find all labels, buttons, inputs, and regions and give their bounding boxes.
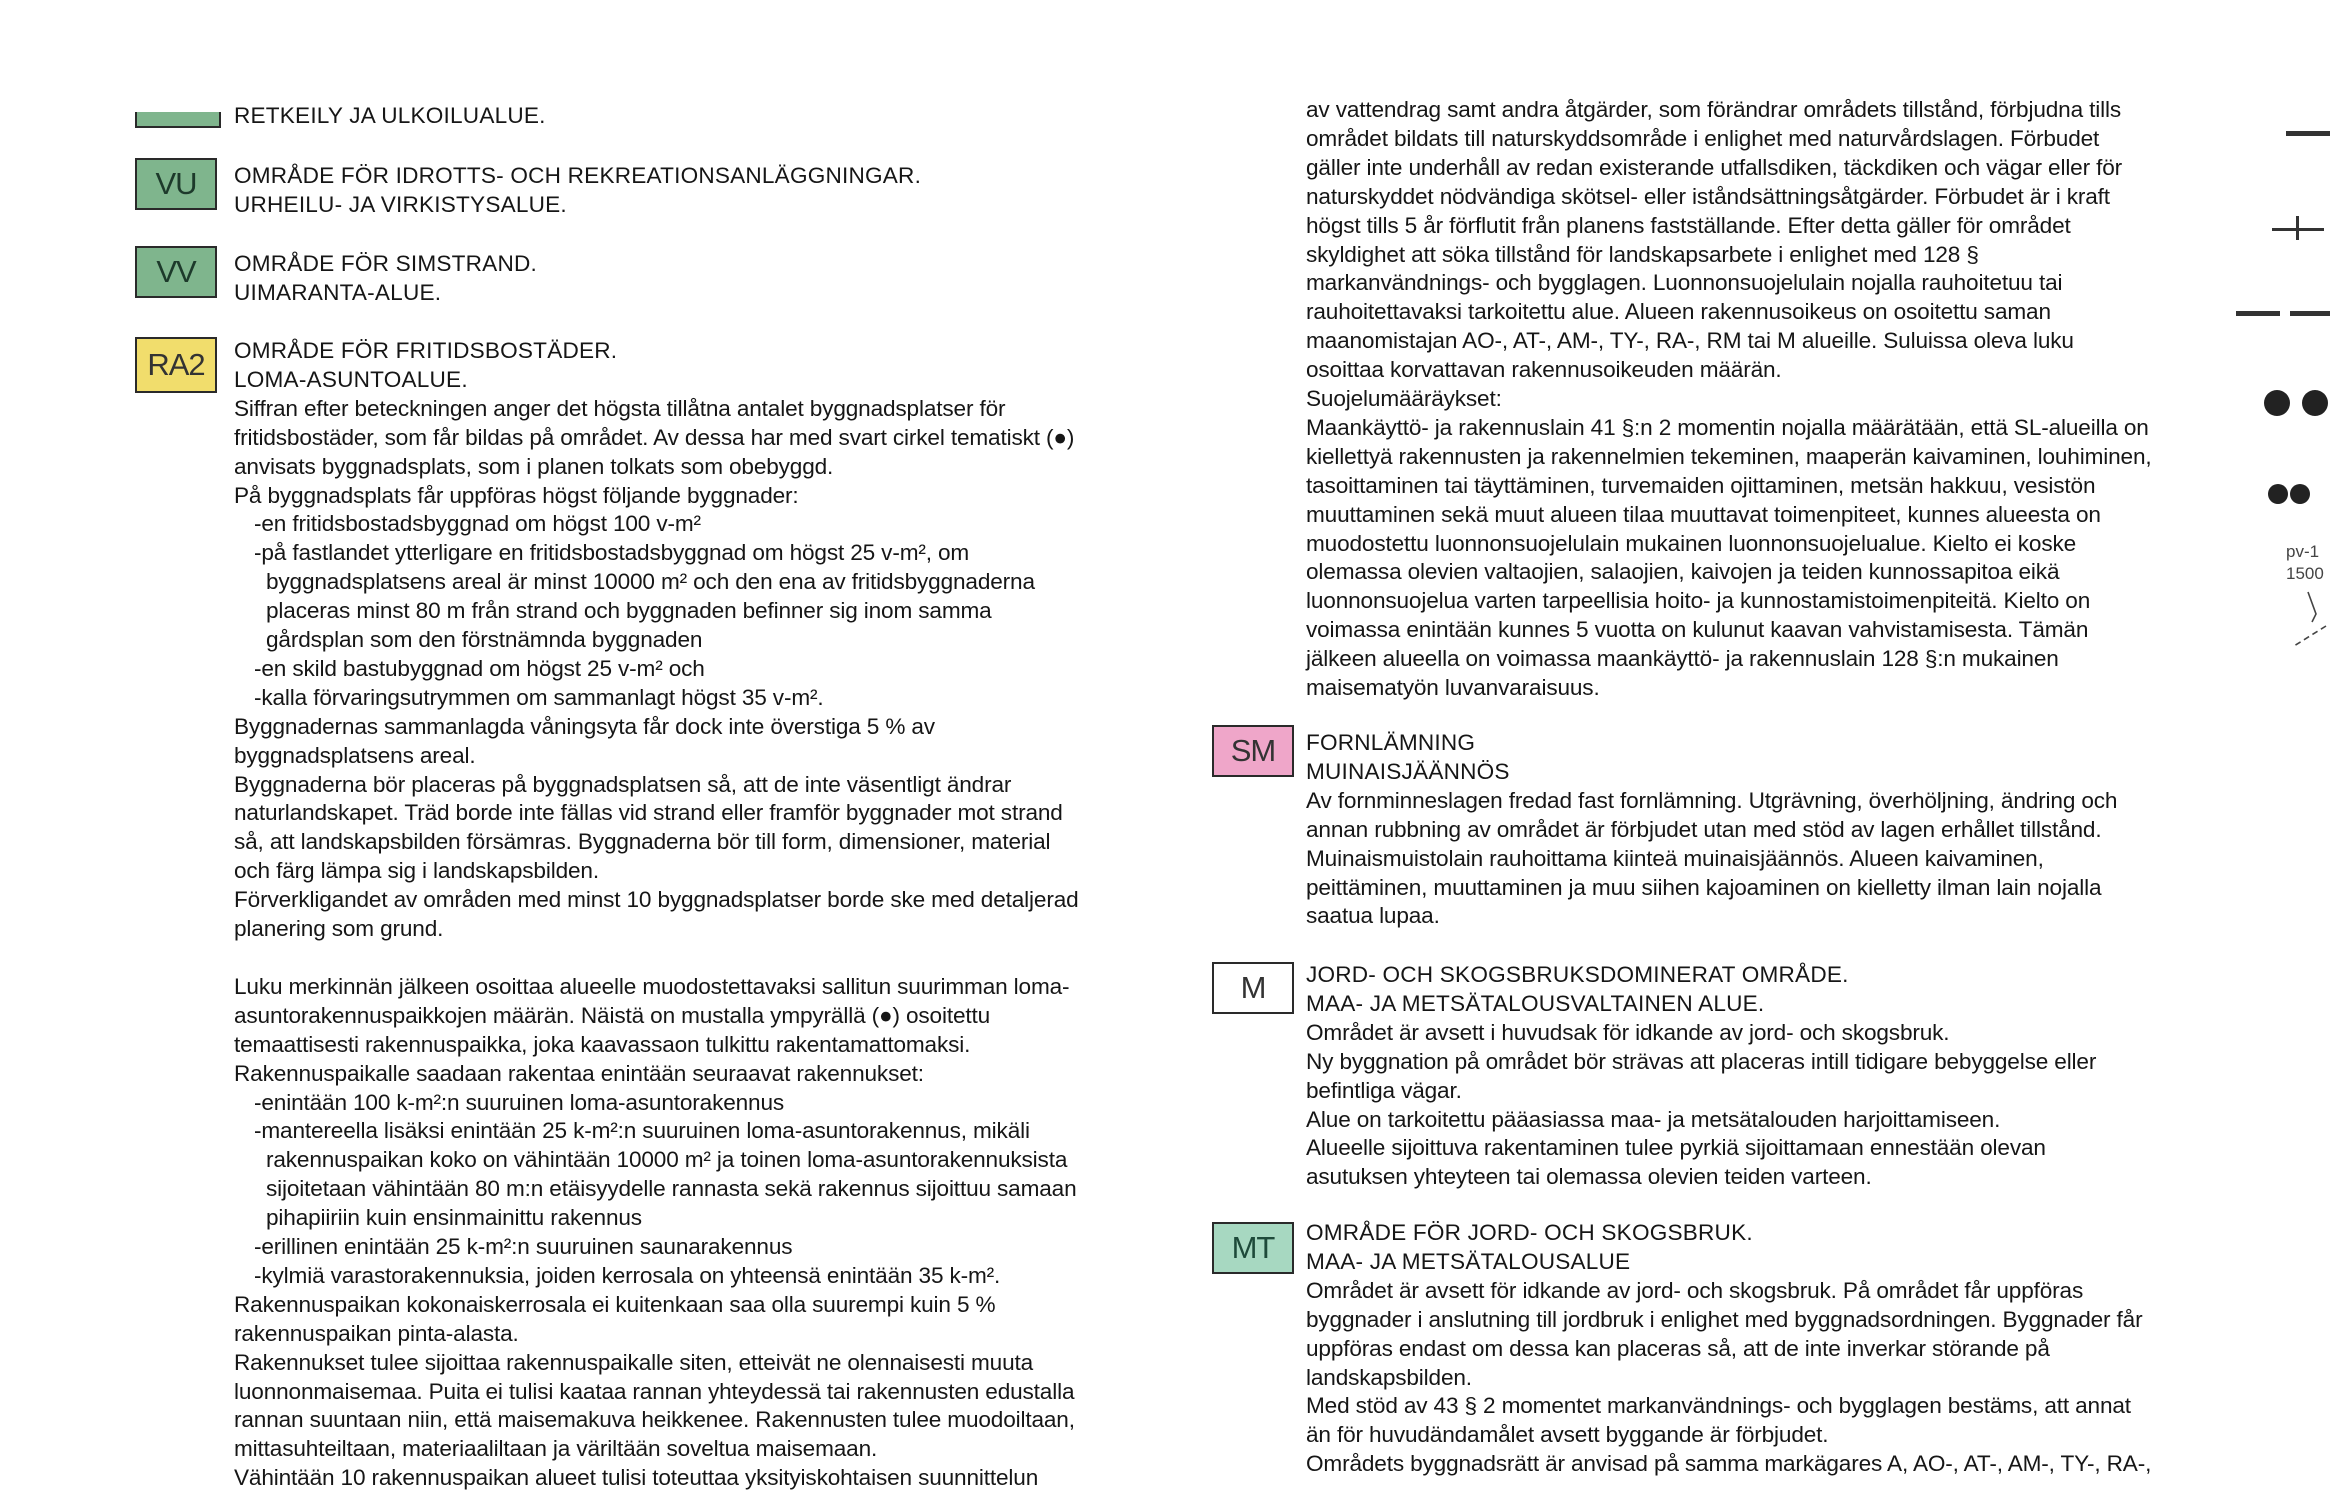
text-line: byggnadsplatsens areal är minst 10000 m² och den ena av fritidsbyggnaderna — [266, 569, 1035, 595]
text-line: fritidsbostäder, som får bildas på området. Av dessa har med svart cirkel tematiskt (●) — [234, 424, 1075, 450]
text-line: naturskyddet nödvändiga skötsel- eller iståndsättningsåtgärder. Förbudet är i kraft — [1306, 183, 2110, 209]
large-dot-symbol — [2264, 390, 2290, 416]
vu-heading-sv: OMRÅDE FÖR IDROTTS- OCH REKREATIONSANLÄGGNINGAR. — [234, 163, 922, 188]
text-line: Områdets byggnadsrätt är anvisad på samma markägares A, AO-, AT-, AM-, TY-, RA-, — [1306, 1451, 2152, 1477]
text-line: markanvändnings- och bygglagen. Luonnonsuojelulain nojalla rauhoitetuu tai — [1306, 270, 2063, 296]
text-line: naturlandskapet. Träd borde inte fällas vid strand eller framför byggnader mot strand — [234, 800, 1063, 826]
text-line: luonnonsuojelua varten tarpeellisia hoito- ja kunnostamistoimenpiteitä. Kielto on — [1306, 588, 2091, 614]
text-line: maisematyön luvanvaraisuus. — [1306, 675, 1600, 700]
text-line: Området är avsett i huvudsak för idkande av jord- och skogsbruk. — [1306, 1019, 1950, 1045]
left-column — [0, 0, 1160, 1507]
sm-badge: SM — [1212, 725, 1294, 777]
text-line: anvisats byggnadsplats, som i planen tolkats som obebyggd. — [234, 453, 834, 479]
text-line: -kalla förvaringsutrymmen om sammanlagt högst 35 v-m². — [254, 684, 824, 710]
text-line: byggnader i anslutning till jordbruk i enlighet med byggnadsordningen. Byggnader får — [1306, 1306, 2143, 1332]
text-line: rakennuspaikan koko on vähintään 10000 m² ja toinen loma-asuntorakennuksista — [266, 1147, 1068, 1173]
text-line: än för huvudändamålet avsett byggande är förbjudet. — [1306, 1422, 1829, 1448]
text-line: Vähintään 10 rakennuspaikan alueet tulisi toteuttaa yksityiskohtaisen suunnittelun — [234, 1465, 1039, 1491]
text-line: rakennuspaikan pinta-alasta. — [234, 1320, 519, 1346]
text-line: Ny byggnation på området bör strävas att placeras intill tidigare bebyggelse eller — [1306, 1048, 2097, 1074]
text-line: maanomistajan AO-, AT-, AM-, TY-, RA-, RM tai M alueille. Suluissa oleva luku — [1306, 328, 2074, 354]
text-line: gäller inte underhåll av redan existerande utfallsdiken, täckdiken och vägar eller för — [1306, 154, 2123, 180]
text-line: luonnonmaisemaa. Puita ei tulisi kaataa rannan yhteydessä tai rakennusten edustalla — [234, 1378, 1075, 1404]
text-line: MAA- JA METSÄTALOUSALUE — [1306, 1248, 1631, 1274]
text-line: Alueelle sijoittuva rakentaminen tulee pyrkiä sijoittamaan ennestään olevan — [1306, 1135, 2046, 1161]
text-line: Siffran efter beteckningen anger det högsta tillåtna antalet byggnadsplatser för — [234, 395, 1006, 421]
retkeily-color-strip — [135, 112, 221, 128]
text-line: så, att landskapsbilden försämras. Byggnaderna bör till form, dimensioner, material — [234, 829, 1051, 855]
text-line: temaattisesti rakennuspaikka, joka kaavassaon tulkittu rakentamattomaksi. — [234, 1031, 971, 1057]
vu-heading-fi: URHEILU- JA VIRKISTYSALUE. — [234, 192, 567, 217]
text-line: asuntorakennuspaikkojen määrän. Näistä on mustalla ympyrällä (●) osoitettu — [234, 1002, 991, 1028]
text-line: LOMA-ASUNTOALUE. — [234, 366, 468, 392]
dash-line-symbol — [2236, 311, 2280, 316]
vv-heading-sv: OMRÅDE FÖR SIMSTRAND. — [234, 251, 537, 276]
text-line: av vattendrag samt andra åtgärder, som förändrar områdets tillstånd, förbjudna tills — [1306, 97, 2122, 122]
text-line: befintliga vägar. — [1306, 1077, 1462, 1103]
text-line: Med stöd av 43 § 2 momentet markanvändnings- och bygglagen bestäms, att annat — [1306, 1393, 2131, 1419]
text-line: osoittaa korvattavan rakennusoikeuden määrän. — [1306, 357, 1782, 383]
text-line: muodostettu luonnonsuojelulain mukainen luonnonsuojelualue. Kielto ei koske — [1306, 530, 2077, 556]
text-line: rannan suuntaan niin, että maisemakuva heikkenee. Rakennusten tulee muodoiltaan, — [234, 1407, 1075, 1433]
retkeily-heading: RETKEILY JA ULKOILUALUE. — [234, 103, 546, 128]
text-line: jälkeen alueella on voimassa maankäyttö- ja rakennuslain 128 §:n mukainen — [1306, 646, 2059, 672]
text-line: FORNLÄMNING — [1306, 730, 1476, 755]
pv-value: 1500 — [2286, 564, 2324, 583]
text-line: planering som grund. — [234, 916, 444, 941]
text-line: kiellettyä rakennusten ja rakennelmien tekeminen, maaperän kaivaminen, louhiminen, — [1306, 443, 2152, 469]
text-line: skyldighet att söka tillstånd för landskapsarbete i enlighet med 128 § — [1306, 241, 1979, 267]
text-line: Byggnadernas sammanlagda våningsyta får dock inte överstiga 5 % av — [234, 713, 935, 739]
text-line: På byggnadsplats får uppföras högst följande byggnader: — [234, 482, 799, 508]
small-dot-symbol — [2290, 484, 2310, 504]
text-line: -en skild bastubyggnad om högst 25 v-m² och — [254, 655, 705, 681]
text-line: -en fritidsbostadsbyggnad om högst 100 v-m² — [254, 511, 701, 537]
text-line: placeras minst 80 m från strand och byggnaden befinner sig inom samma — [266, 598, 992, 624]
text-line: mittasuhteiltaan, materiaaliltaan ja väriltään soveltua maisemaan. — [234, 1436, 878, 1462]
text-line: Alue on tarkoitettu pääasiassa maa- ja metsätalouden harjoittamiseen. — [1306, 1106, 2001, 1132]
vu-badge: VU — [135, 158, 217, 210]
text-line: pihapiiriin kuin ensinmainittu rakennus — [266, 1205, 642, 1231]
text-line: Förverkligandet av områden med minst 10 byggnadsplatser borde ske med detaljerad — [234, 887, 1079, 913]
text-line: Området är avsett för idkande av jord- och skogsbruk. På området får uppföras — [1306, 1277, 2084, 1303]
text-line: saatua lupaa. — [1306, 903, 1440, 929]
text-line: -kylmiä varastorakennuksia, joiden kerrosala on yhteensä enintään 35 k-m². — [254, 1262, 1001, 1288]
mt-badge: MT — [1212, 1222, 1294, 1274]
text-line: OMRÅDE FÖR FRITIDSBOSTÄDER. — [234, 338, 618, 363]
text-line: peittäminen, muuttaminen ja muu siihen kajoaminen on kielletty ilman lain nojalla — [1306, 874, 2102, 900]
text-line: Luku merkinnän jälkeen osoittaa alueelle muodostettavaksi sallitun suurimman loma- — [234, 973, 1070, 999]
large-dot-symbol — [2302, 390, 2328, 416]
text-line: -erillinen enintään 25 k-m²:n suuruinen saunarakennus — [254, 1234, 793, 1259]
text-line: MUINAISJÄÄNNÖS — [1306, 758, 1510, 784]
text-line: annan rubbning av området är förbjudet utan med stöd av lagen erhållet tillstånd. — [1306, 816, 2102, 842]
text-line: byggnadsplatsens areal. — [234, 742, 476, 768]
text-line: rauhoitettavaksi tarkoitettu alue. Alueen rakennusoikeus on osoitettu saman — [1306, 299, 2051, 325]
text-line: uppföras endast om dessa kan placeras så, att de inte inverkar störande på — [1306, 1335, 2050, 1361]
vv-heading-fi: UIMARANTA-ALUE. — [234, 280, 442, 305]
text-line: Byggnaderna bör placeras på byggnadsplatsen så, att de inte väsentligt ändrar — [234, 771, 1012, 797]
vv-badge: VV — [135, 246, 217, 298]
text-line: gårdsplan som den förstnämnda byggnaden — [266, 627, 703, 652]
text-line: muuttaminen sekä muut alueen tilaa muuttavat toimenpiteet, kunnes alueesta on — [1306, 501, 2101, 527]
text-line: Rakennuspaikalle saadaan rakentaa enintään seuraavat rakennukset: — [234, 1060, 924, 1086]
right-column — [1190, 0, 2250, 1507]
text-line: olemassa olevien valtaojien, salaojien, kaivojen ja teiden kunnossapitoa eikä — [1306, 559, 2060, 585]
text-line: Rakennukset tulee sijoittaa rakennuspaikalle siten, etteivät ne olennaisesti muuta — [234, 1349, 1034, 1375]
text-line: -mantereella lisäksi enintään 25 k-m²:n suuruinen loma-asuntorakennus, mikäli — [254, 1118, 1030, 1144]
text-line: Av fornminneslagen fredad fast fornlämning. Utgrävning, överhöljning, ändring och — [1306, 787, 2118, 813]
text-line: sijoitetaan vähintään 80 m:n etäisyydelle rannasta sekä rakennus sijoittuu samaan — [266, 1176, 1077, 1202]
dash-line-segment — [2290, 311, 2330, 316]
text-line: området bildats till naturskyddsområde i enlighet med naturvårdslagen. Förbudet — [1306, 125, 2100, 151]
text-line: Suojelumääräykset: — [1306, 386, 1502, 411]
text-line: -på fastlandet ytterligare en fritidsbostadsbyggnad om högst 25 v-m², om — [254, 540, 970, 566]
text-line: högst tills 5 år förflutit från planens fastställande. Efter detta gäller för området — [1306, 212, 2071, 238]
legend-symbols — [2210, 0, 2331, 1507]
text-line: MAA- JA METSÄTALOUSVALTAINEN ALUE. — [1306, 990, 1765, 1016]
text-line: Muinaismuistolain rauhoittama kiinteä muinaisjäännös. Alueen kaivaminen, — [1306, 845, 2044, 871]
text-line: asutuksen yhteyteen tai olemassa olevien teiden varteen. — [1306, 1164, 1872, 1190]
ra2-badge: RA2 — [135, 337, 217, 393]
small-dot-symbol — [2268, 484, 2288, 504]
pv-pointer-symbol — [2290, 588, 2330, 648]
text-line: voimassa enintään kunnes 5 vuotta on kulunut kaavan vahvistamisesta. Tämän — [1306, 617, 2089, 643]
text-line: Rakennuspaikan kokonaiskerrosala ei kuitenkaan saa olla suurempi kuin 5 % — [234, 1291, 996, 1317]
m-badge: M — [1212, 962, 1294, 1014]
pv-label: pv-1 — [2286, 542, 2320, 561]
dashed-border-symbol — [2286, 131, 2330, 136]
text-line: landskapsbilden. — [1306, 1364, 1472, 1390]
text-line: -enintään 100 k-m²:n suuruinen loma-asuntorakennus — [254, 1089, 785, 1115]
text-line: och färg lämpa sig i landskapsbilden. — [234, 858, 599, 884]
text-line: OMRÅDE FÖR JORD- OCH SKOGSBRUK. — [1306, 1220, 1753, 1245]
text-line: tasoittaminen tai täyttäminen, turvemaiden ojittaminen, metsän hakkuu, vesistön — [1306, 472, 2096, 498]
text-line: Maankäyttö- ja rakennuslain 41 §:n 2 momentin nojalla määrätään, että SL-alueilla on — [1306, 414, 2149, 440]
text-line: JORD- OCH SKOGSBRUKSDOMINERAT OMRÅDE. — [1306, 962, 1849, 987]
cross-line-tick — [2296, 216, 2299, 240]
